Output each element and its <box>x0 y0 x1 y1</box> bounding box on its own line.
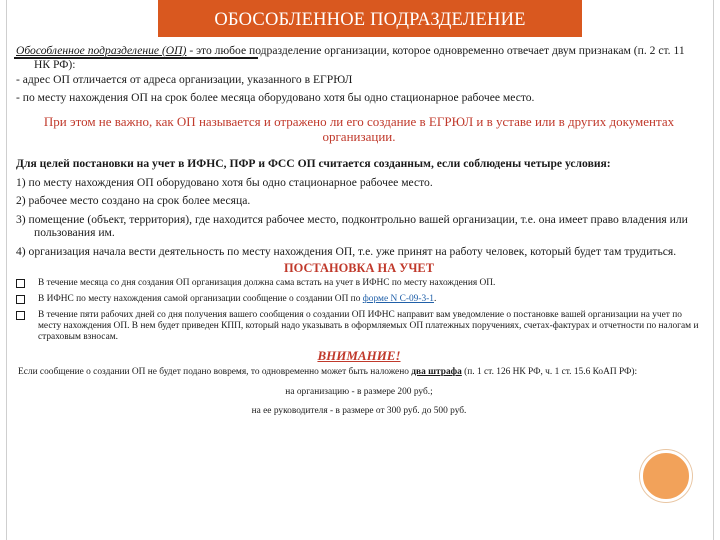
checkbox-bullet-icon <box>16 295 25 304</box>
warning-heading: ВНИМАНИЕ! <box>317 348 401 363</box>
two-fines-emphasis: два штрафа <box>411 367 462 377</box>
registration-list <box>16 278 702 343</box>
important-note: При этом не важно, как ОП называется и отражено ли его создание в ЕГРЮЛ и в уставе или в других документах организации. <box>43 114 675 144</box>
fine-organization: на организацию - в размере 200 руб.; <box>285 387 433 397</box>
definition-sign-1: - адрес ОП отличается от адреса организации, указанного в ЕГРЮЛ <box>16 73 353 86</box>
decorative-circle <box>640 450 692 502</box>
registration-item-2-end: . <box>433 294 437 304</box>
condition-4: 4) организация начала вести деятельность по месту нахождения ОП, т.е. уже принят на работу человек, который будет там трудиться. <box>16 244 677 258</box>
registration-item-2 <box>16 294 702 305</box>
definition-paragraph <box>16 44 702 71</box>
registration-item-2-text: В ИФНС по месту нахождения самой организации сообщение о создании ОП по <box>38 294 363 304</box>
condition-2: 2) рабочее место создано на срок более месяца. <box>16 194 251 207</box>
fine-manager: на ее руководителя - в размере от 300 руб. до 500 руб. <box>251 406 467 416</box>
conditions-intro: Для целей постановки на учет в ИФНС, ПФР и ФСС ОП считается созданным, если соблюдены четыре условия: <box>16 157 611 170</box>
slide-left-border <box>6 0 7 540</box>
slide-right-border <box>713 0 714 540</box>
warning-text <box>16 367 702 378</box>
slide-content <box>16 44 702 417</box>
slide-title: ОБОСОБЛЕННОЕ ПОДРАЗДЕЛЕНИЕ <box>158 0 582 37</box>
registration-heading: ПОСТАНОВКА НА УЧЕТ <box>284 261 434 275</box>
checkbox-bullet-icon <box>16 279 25 288</box>
registration-item-1 <box>16 278 702 289</box>
form-c-09-3-1-link[interactable]: форме N С-09-3-1 <box>362 294 434 304</box>
definition-sign-2: - по месту нахождения ОП на срок более месяца оборудовано хотя бы одно стационарное рабочее место. <box>16 90 535 104</box>
condition-1: 1) по месту нахождения ОП оборудовано хотя бы одно стационарное рабочее место. <box>16 175 433 189</box>
definition-text: - это любое подразделение организации, которое одновременно отвечает двум признакам (п. 2 ст. 11 НК РФ): <box>34 44 685 71</box>
definition-term: Обособленное подразделение (ОП) <box>16 44 187 57</box>
warning-text-start: Если сообщение о создании ОП не будет подано вовремя, то одновременно может быть наложено <box>18 367 412 377</box>
warning-text-end: (п. 1 ст. 126 НК РФ, ч. 1 ст. 15.6 КоАП РФ): <box>461 367 638 377</box>
checkbox-bullet-icon <box>16 311 25 320</box>
registration-item-3 <box>16 310 702 343</box>
registration-item-1-text: В течение месяца со дня создания ОП организация должна сама встать на учет в ИФНС по месту нахождения ОП. <box>38 278 496 288</box>
condition-3: 3) помещение (объект, территория), где находится рабочее место, подконтрольно вашей организации, т.е. она имеет право владения или пользования им. <box>16 212 688 239</box>
registration-item-3-text: В течение пяти рабочих дней со дня получения вашего сообщения о создании ОП ИФНС направит вам уведомление о постановке вашей организации на учет по месту нахождения ОП. В нем будет приведен КПП, который надо указывать в оформляемых ОП платежных поручениях, счетах-фактурах и отчетности по налогам и страховым взносам. <box>38 310 699 342</box>
